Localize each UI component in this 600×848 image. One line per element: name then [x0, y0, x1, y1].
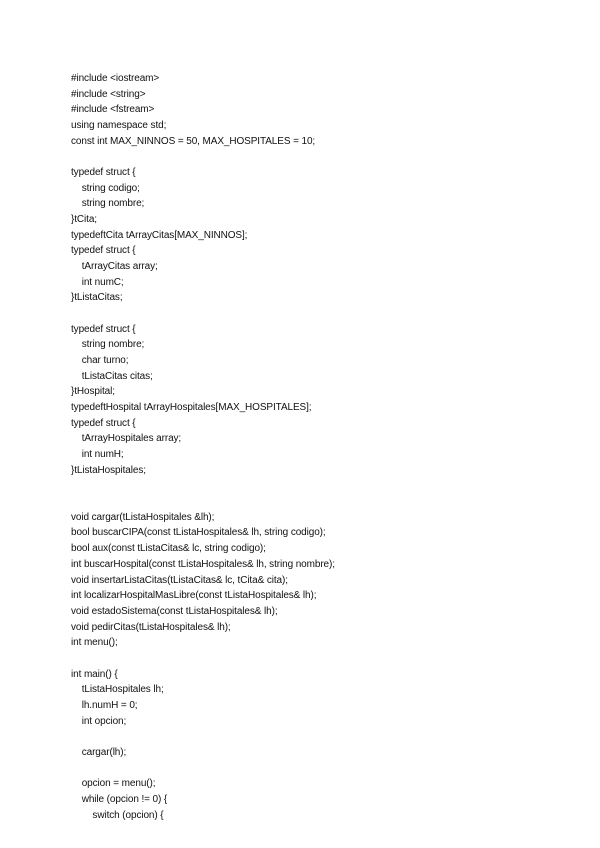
code-line: typedeftCita tArrayCitas[MAX_NINNOS]; — [71, 229, 248, 241]
code-listing — [71, 71, 571, 823]
code-line: }tCita; — [71, 214, 97, 226]
code-line: switch (opcion) { — [71, 809, 164, 821]
code-line: int main() { — [71, 668, 118, 680]
code-line: void cargar(tListaHospitales &lh); — [71, 511, 215, 523]
code-line: }tListaCitas; — [71, 292, 123, 304]
code-line: int numC; — [71, 276, 124, 288]
code-line — [71, 306, 571, 322]
code-line: string nombre; — [71, 339, 145, 351]
code-line: char turno; — [71, 355, 129, 367]
code-line: }tHospital; — [71, 386, 115, 398]
code-line: string codigo; — [71, 182, 140, 194]
code-line: int localizarHospitalMasLibre(const tListaHospitales& lh); — [71, 590, 317, 602]
code-line: lh.numH = 0; — [71, 699, 138, 711]
code-line: typedef struct { — [71, 323, 136, 335]
code-line — [71, 478, 571, 494]
code-line: void insertarListaCitas(tListaCitas& lc, tCita& cita); — [71, 574, 288, 586]
code-line: string nombre; — [71, 198, 145, 210]
code-line: typedeftHospital tArrayHospitales[MAX_HOSPITALES]; — [71, 402, 312, 414]
code-line — [71, 729, 571, 745]
code-line — [71, 149, 571, 165]
code-line: void pedirCitas(tListaHospitales& lh); — [71, 621, 231, 633]
code-line: cargar(lh); — [71, 746, 127, 758]
code-line: void estadoSistema(const tListaHospitales& lh); — [71, 605, 278, 617]
code-line — [71, 651, 571, 667]
code-line: typedef struct { — [71, 167, 136, 179]
code-line: opcion = menu(); — [71, 778, 156, 790]
code-line: const int MAX_NINNOS = 50, MAX_HOSPITALES = 10; — [71, 135, 316, 147]
code-line: int buscarHospital(const tListaHospitales& lh, string nombre); — [71, 558, 335, 570]
code-line: }tListaHospitales; — [71, 464, 146, 476]
code-line: bool aux(const tListaCitas& lc, string codigo); — [71, 543, 266, 555]
code-line: #include <string> — [71, 88, 146, 100]
code-line: int opcion; — [71, 715, 127, 727]
code-line: tArrayCitas array; — [71, 261, 158, 273]
code-line: int numH; — [71, 449, 124, 461]
code-line: int menu(); — [71, 637, 118, 649]
code-line — [71, 761, 571, 777]
code-line: bool buscarCIPA(const tListaHospitales& lh, string codigo); — [71, 527, 326, 539]
code-line: tListaCitas citas; — [71, 370, 153, 382]
code-line: using namespace std; — [71, 120, 167, 132]
code-line — [71, 494, 571, 510]
code-line: while (opcion != 0) { — [71, 793, 168, 805]
code-line: typedef struct { — [71, 417, 136, 429]
code-line: tArrayHospitales array; — [71, 433, 182, 445]
code-line: tListaHospitales lh; — [71, 684, 164, 696]
code-line: #include <iostream> — [71, 73, 160, 84]
code-line: #include <fstream> — [71, 104, 155, 116]
code-line: typedef struct { — [71, 245, 136, 257]
